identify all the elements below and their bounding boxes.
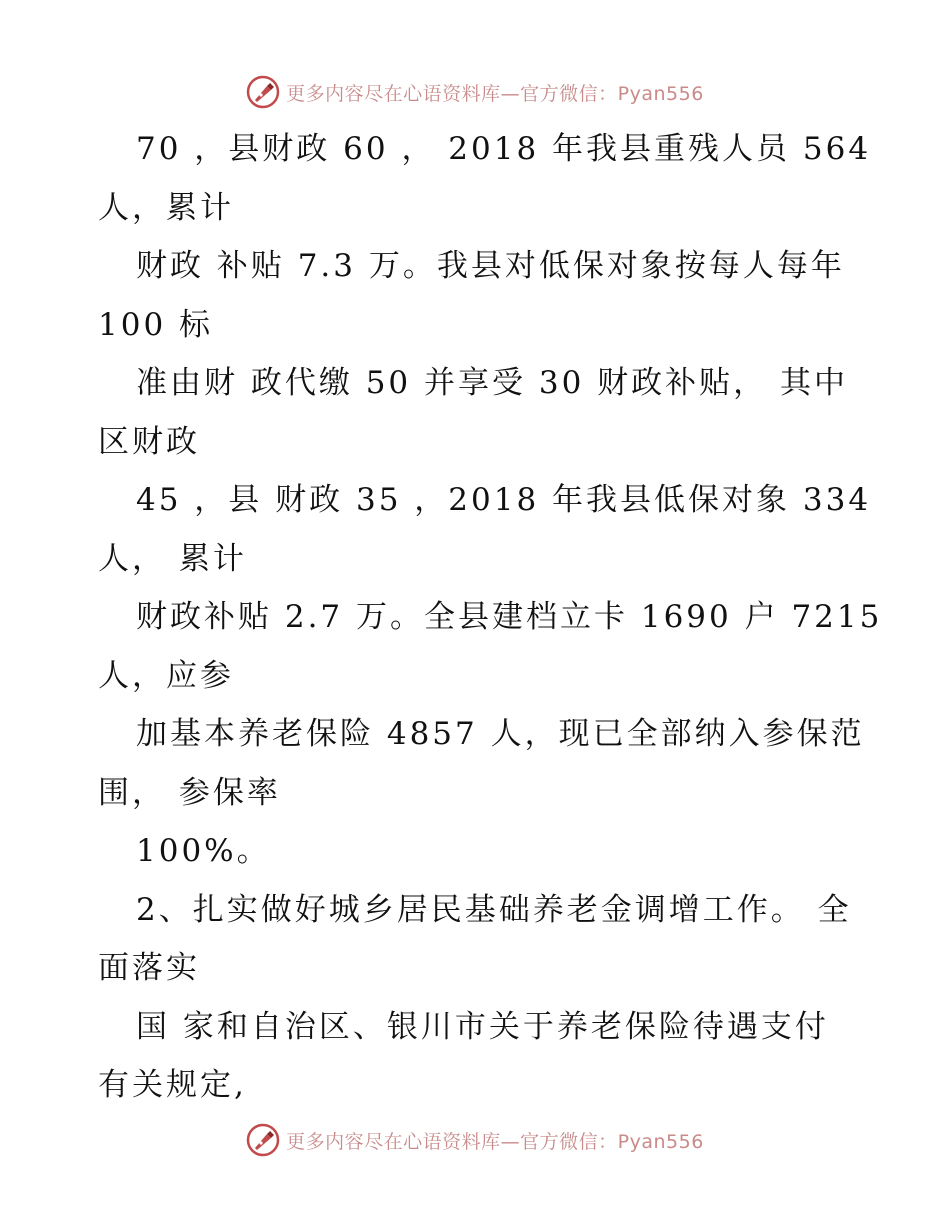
text-line: 准由财 政代缴 50 并享受 30 财政补贴， 其中	[136, 365, 849, 401]
pen-nib-logo-icon	[246, 1123, 280, 1157]
text-line: 面落实	[98, 950, 200, 986]
text-line: 财政补贴 2.7 万。全县建档立卡 1690 户 7215	[136, 599, 883, 635]
text-line: 财政 补贴 7.3 万。我县对低保对象按每人每年	[136, 248, 845, 284]
text-line: 人，应参	[98, 657, 234, 694]
text-line: 国 家和自治区、银川市关于养老保险待遇支付	[136, 1008, 829, 1045]
pen-nib-logo-icon	[246, 75, 280, 109]
text-line: 70 ，县财政 60 ， 2018 年我县重残人员 564	[136, 131, 872, 167]
watermark-text: 更多内容尽在心语资料库—官方微信：Pyan556	[286, 1130, 704, 1153]
text-line: 区财政	[98, 423, 200, 460]
text-line: 加基本养老保险 4857 人，现已全部纳入参保范	[136, 716, 865, 752]
text-line: 人，累计	[98, 189, 234, 226]
header-watermark	[0, 72, 950, 112]
text-line: 人， 累计	[98, 540, 247, 577]
text-line: 100%。	[136, 833, 271, 869]
text-line: 围， 参保率	[98, 774, 281, 811]
text-line: 2、扎实做好城乡居民基础养老金调增工作。 全	[136, 891, 852, 928]
watermark-text: 更多内容尽在心语资料库—官方微信：Pyan556	[286, 82, 704, 105]
text-line: 有关规定,	[98, 1067, 247, 1103]
text-line: 45 ，县 财政 35 ，2018 年我县低保对象 334	[136, 482, 872, 518]
text-line: 100 标	[98, 306, 214, 343]
document-body	[98, 120, 883, 1115]
footer-watermark	[0, 1120, 950, 1160]
